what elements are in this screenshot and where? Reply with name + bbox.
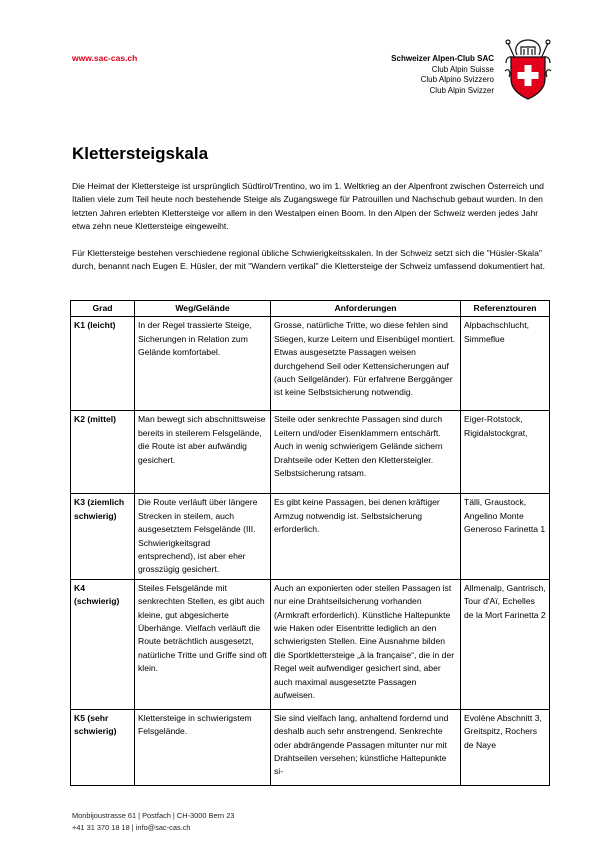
tours-cell: Allmenalp, Gantrisch, Tour d'Aï, Echelles de la Mort Farinetta 2 (461, 579, 550, 709)
table-row (71, 411, 550, 494)
tours-cell: Tälli, Graustock, Angelino Monte Generoso Farinetta 1 (461, 494, 550, 579)
tours-cell: Alpbachschlucht, Simmeflue (461, 317, 550, 411)
column-header-tours: Referenztouren (461, 301, 550, 317)
requirements-cell: Grosse, natürliche Tritte, wo diese fehlen sind Stiegen, kurze Leitern und Eisenbügel montiert. Etwas ausgesetzte Passagen weisen durchgehend Seil oder Kettensicherungen auf (auch Seilgeländer). Für erfahrene Berggänger ist keine Selbstsicherung notwendig. (271, 317, 461, 411)
table-row (71, 317, 550, 411)
org-name-rm: Club Alpin Svizzer (429, 85, 494, 95)
terrain-cell: Klettersteige in schwierigstem Felsgelände. (135, 709, 271, 785)
page-footer (72, 810, 234, 834)
difficulty-table (70, 300, 550, 786)
grade-cell: K5 (sehr schwierig) (71, 709, 135, 785)
page-title: Klettersteigskala (72, 144, 209, 163)
requirements-cell: Es gibt keine Passagen, bei denen kräftiger Armzug notwendig ist. Selbstsicherung erforderlich. (271, 494, 461, 579)
table-header-row (71, 301, 550, 317)
website-link[interactable]: www.sac-cas.ch (72, 53, 138, 63)
grade-cell: K2 (mittel) (71, 411, 135, 494)
scale-paragraph: Für Klettersteige bestehen verschiedene regional übliche Schwierigkeitsskalen. In der Schweiz setzt sich die "Hüsler-Skala" durch, benannt nach Eugen E. Hüsler, der mit "Wandern vertikal" die Klettersteige der Schweiz umfassend dokumentiert hat. (72, 248, 545, 272)
footer-contact: +41 31 370 18 18 | info@sac-cas.ch (72, 823, 191, 832)
requirements-cell: Steile oder senkrechte Passagen sind durch Leitern und/oder Eisenklammern entschärft. Auch in wenig schwierigem Gelände sichern Drahtseile oder Ketten den Klettersteigler. Selbstsicherung ratsam. (271, 411, 461, 494)
footer-address: Monbijoustrasse 61 | Postfach | CH-3000 Bern 23 (72, 811, 235, 820)
grade-cell: K3 (ziemlich schwierig) (71, 494, 135, 579)
org-name-it: Club Alpino Svizzero (420, 75, 494, 84)
tours-cell: Eiger-Rotstock, Rigidalstockgrat, (461, 411, 550, 494)
table-row (71, 494, 550, 579)
table-row (71, 579, 550, 709)
grade-cell: K1 (leicht) (71, 317, 135, 411)
terrain-cell: Man bewegt sich abschnittsweise bereits in steilerem Felsgelände, die Route ist aber aufwändig gesichert. (135, 411, 271, 494)
grade-cell: K4 (schwierig) (71, 579, 135, 709)
requirements-cell: Sie sind vielfach lang, anhaltend fordernd und deshalb auch sehr anstrengend. Senkrechte oder abdrängende Passagen mitunter nur mit Drahtseilen versehen; künstliche Haltepunkte si- (271, 709, 461, 785)
org-name-fr: Club Alpin Suisse (431, 64, 494, 74)
column-header-requirements: Anforderungen (271, 301, 461, 317)
column-header-grade: Grad (71, 301, 135, 317)
intro-paragraph: Die Heimat der Klettersteige ist ursprünglich Südtirol/Trentino, wo im 1. Weltkrieg an der Alpenfront zwischen Österreich und Italien viele zum Teil heute noch bestehende Steige als Zugangswege für Patrouillen und Nachschub gebaut wurden. In den letzten Jahren erlebten Klettersteige vor allem in den Westalpen einen Boom. In den Alpen der Schweiz werden jedes Jahr etwa zehn neue Klettersteige eingeweiht. (72, 181, 544, 232)
column-header-terrain: Weg/Gelände (135, 301, 271, 317)
terrain-cell: In der Regel trassierte Steige, Sicherungen in Relation zum Gelände komfortabel. (135, 317, 271, 411)
organization-names (0, 54, 494, 96)
sac-swiss-cross-crest-icon (503, 37, 553, 101)
table-row (71, 709, 550, 785)
terrain-cell: Die Route verläuft über längere Strecken in steilem, auch ausgesetztem Felsgelände (III. Schwierigkeitsgrad entsprechend), ist aber eher grosszügig gesichert. (135, 494, 271, 579)
tours-cell: Evolène Abschnitt 3, Greitspitz, Rochers de Naye (461, 709, 550, 785)
org-name-de: Schweizer Alpen-Club SAC (391, 54, 494, 63)
terrain-cell: Steiles Felsgelände mit senkrechten Stellen, es gibt auch kleine, gut abgesicherte Überhänge. Vielfach verläuft die Route beträchtlich ausgesetzt, natürliche Tritte und Griffe sind oft klein. (135, 579, 271, 709)
requirements-cell: Auch an exponierten oder steilen Passagen ist nur eine Drahtseilsicherung vorhanden (Armkraft erforderlich). Künstliche Haltepunkte wie Haken oder Eisentritte lediglich an den schwierigsten Stellen. Eine Ausnahme bilden die Sportklettersteige „à la française“, die in der Regel weit aufwendiger gesichert sind, aber auch maximal ausgesetzte Passagen aufweisen. (271, 579, 461, 709)
